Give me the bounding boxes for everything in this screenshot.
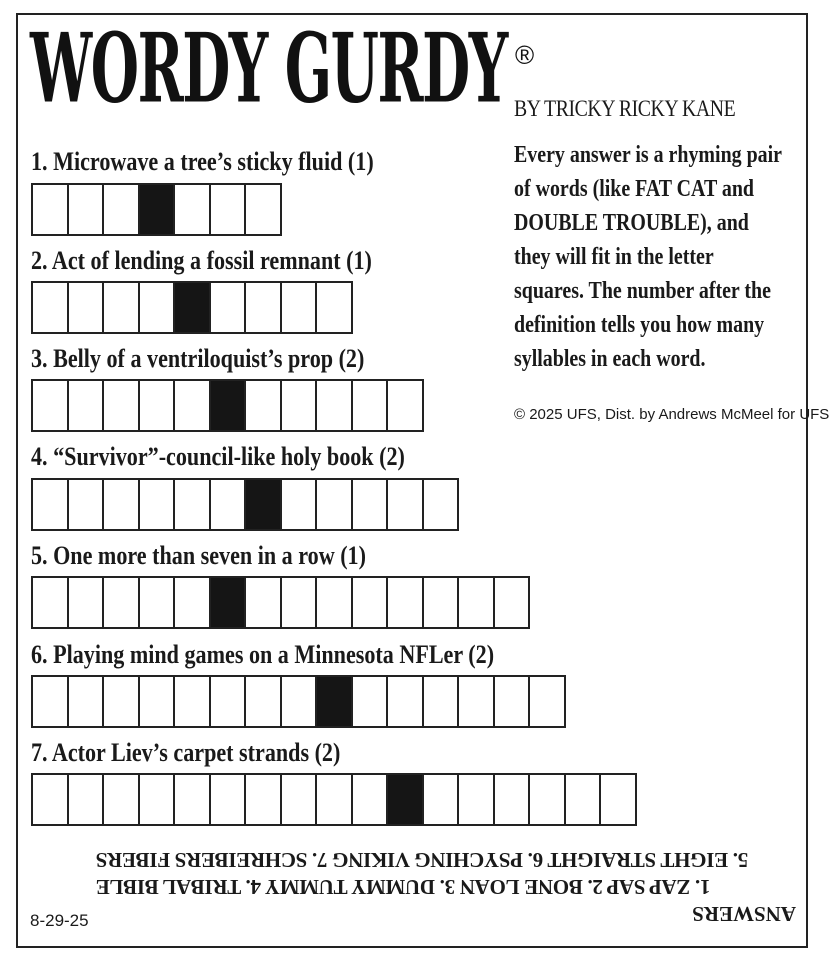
black-divider-square bbox=[138, 183, 176, 236]
letter-square[interactable] bbox=[138, 379, 176, 432]
letter-square[interactable] bbox=[457, 675, 495, 728]
letter-square[interactable] bbox=[280, 576, 318, 629]
black-divider-square bbox=[244, 478, 282, 531]
letter-square[interactable] bbox=[244, 183, 282, 236]
clue-2-text: 2. Act of lending a fossil remnant (1) bbox=[31, 246, 372, 275]
letter-square[interactable] bbox=[422, 675, 460, 728]
letter-square[interactable] bbox=[599, 773, 637, 826]
black-divider-square bbox=[315, 675, 353, 728]
letter-square[interactable] bbox=[173, 379, 211, 432]
letter-square[interactable] bbox=[67, 183, 105, 236]
letter-square[interactable] bbox=[244, 379, 282, 432]
letter-square[interactable] bbox=[67, 281, 105, 334]
letter-square[interactable] bbox=[457, 576, 495, 629]
letter-square[interactable] bbox=[386, 675, 424, 728]
letter-square[interactable] bbox=[209, 478, 247, 531]
letter-square[interactable] bbox=[173, 478, 211, 531]
letter-square[interactable] bbox=[173, 675, 211, 728]
letter-square[interactable] bbox=[209, 675, 247, 728]
answers-line-1: 1. ZAP SAP 2. BONE LOAN 3. DUMMY TUMMY 4. TRIBAL BIBLE bbox=[96, 875, 711, 899]
black-divider-square bbox=[173, 281, 211, 334]
letter-square[interactable] bbox=[138, 478, 176, 531]
letter-square[interactable] bbox=[351, 379, 389, 432]
letter-square[interactable] bbox=[173, 773, 211, 826]
black-divider-square bbox=[386, 773, 424, 826]
letter-square[interactable] bbox=[351, 675, 389, 728]
puzzle-title: WORDY GURDY bbox=[30, 13, 507, 125]
letter-square[interactable] bbox=[67, 576, 105, 629]
letter-square[interactable] bbox=[209, 183, 247, 236]
letter-square[interactable] bbox=[138, 675, 176, 728]
answers-line-2: 5. EIGHT STRAIGHT 6. PSYCHING VIKING 7. SCHREIBERS FIBERS bbox=[96, 848, 749, 872]
letter-square[interactable] bbox=[351, 576, 389, 629]
letter-square[interactable] bbox=[209, 281, 247, 334]
letter-square[interactable] bbox=[244, 675, 282, 728]
black-divider-square bbox=[209, 576, 247, 629]
letter-square[interactable] bbox=[493, 675, 531, 728]
clue-7-grid bbox=[31, 773, 637, 826]
letter-square[interactable] bbox=[351, 773, 389, 826]
letter-square[interactable] bbox=[386, 379, 424, 432]
letter-square[interactable] bbox=[315, 281, 353, 334]
answers-upside-down bbox=[96, 846, 796, 927]
letter-square[interactable] bbox=[386, 478, 424, 531]
letter-square[interactable] bbox=[351, 478, 389, 531]
clue-2-grid bbox=[31, 281, 353, 334]
clue-7-text: 7. Actor Liev’s carpet strands (2) bbox=[31, 738, 341, 767]
letter-square[interactable] bbox=[31, 379, 69, 432]
letter-square[interactable] bbox=[173, 183, 211, 236]
letter-square[interactable] bbox=[31, 183, 69, 236]
letter-square[interactable] bbox=[315, 576, 353, 629]
letter-square[interactable] bbox=[528, 773, 566, 826]
letter-square[interactable] bbox=[67, 773, 105, 826]
letter-square[interactable] bbox=[31, 675, 69, 728]
clue-4-grid bbox=[31, 478, 459, 531]
letter-square[interactable] bbox=[280, 478, 318, 531]
letter-square[interactable] bbox=[31, 281, 69, 334]
letter-square[interactable] bbox=[244, 576, 282, 629]
letter-square[interactable] bbox=[173, 576, 211, 629]
letter-square[interactable] bbox=[138, 576, 176, 629]
letter-square[interactable] bbox=[102, 576, 140, 629]
letter-square[interactable] bbox=[138, 281, 176, 334]
letter-square[interactable] bbox=[280, 675, 318, 728]
instructions: Every answer is a rhyming pair of words (like FAT CAT and DOUBLE TROUBLE), and they will fit in the letter squares. The number after the definition tells you how many syllables in each word. bbox=[514, 142, 782, 372]
letter-square[interactable] bbox=[315, 379, 353, 432]
letter-square[interactable] bbox=[102, 281, 140, 334]
letter-square[interactable] bbox=[102, 675, 140, 728]
letter-square[interactable] bbox=[386, 576, 424, 629]
clue-1-text: 1. Microwave a tree’s sticky fluid (1) bbox=[31, 147, 374, 176]
clue-5-grid bbox=[31, 576, 530, 629]
black-divider-square bbox=[209, 379, 247, 432]
letter-square[interactable] bbox=[102, 183, 140, 236]
letter-square[interactable] bbox=[422, 478, 460, 531]
clue-3-text: 3. Belly of a ventriloquist’s prop (2) bbox=[31, 344, 365, 373]
letter-square[interactable] bbox=[31, 773, 69, 826]
letter-square[interactable] bbox=[67, 478, 105, 531]
letter-square[interactable] bbox=[280, 773, 318, 826]
clue-6-grid bbox=[31, 675, 566, 728]
letter-square[interactable] bbox=[102, 773, 140, 826]
letter-square[interactable] bbox=[31, 478, 69, 531]
letter-square[interactable] bbox=[422, 576, 460, 629]
clue-4-text: 4. “Survivor”-council-like holy book (2) bbox=[31, 442, 405, 471]
letter-square[interactable] bbox=[138, 773, 176, 826]
answers-heading: ANSWERS bbox=[692, 902, 796, 926]
byline: BY TRICKY RICKY KANE bbox=[514, 96, 736, 121]
clue-3-grid bbox=[31, 379, 424, 432]
letter-square[interactable] bbox=[67, 379, 105, 432]
registered-mark: ® bbox=[515, 40, 535, 70]
clue-6-text: 6. Playing mind games on a Minnesota NFLer (2) bbox=[31, 640, 495, 669]
clue-5-text: 5. One more than seven in a row (1) bbox=[31, 541, 366, 570]
letter-square[interactable] bbox=[457, 773, 495, 826]
letter-square[interactable] bbox=[528, 675, 566, 728]
letter-square[interactable] bbox=[280, 379, 318, 432]
letter-square[interactable] bbox=[102, 478, 140, 531]
copyright: © 2025 UFS, Dist. by Andrews McMeel for UFS bbox=[514, 406, 830, 423]
letter-square[interactable] bbox=[244, 281, 282, 334]
letter-square[interactable] bbox=[493, 773, 531, 826]
letter-square[interactable] bbox=[315, 773, 353, 826]
letter-square[interactable] bbox=[102, 379, 140, 432]
letter-square[interactable] bbox=[315, 478, 353, 531]
letter-square[interactable] bbox=[564, 773, 602, 826]
letter-square[interactable] bbox=[493, 576, 531, 629]
letter-square[interactable] bbox=[280, 281, 318, 334]
letter-square[interactable] bbox=[31, 576, 69, 629]
publication-date: 8-29-25 bbox=[30, 911, 89, 930]
letter-square[interactable] bbox=[422, 773, 460, 826]
letter-square[interactable] bbox=[209, 773, 247, 826]
letter-square[interactable] bbox=[67, 675, 105, 728]
clue-1-grid bbox=[31, 183, 282, 236]
letter-square[interactable] bbox=[244, 773, 282, 826]
